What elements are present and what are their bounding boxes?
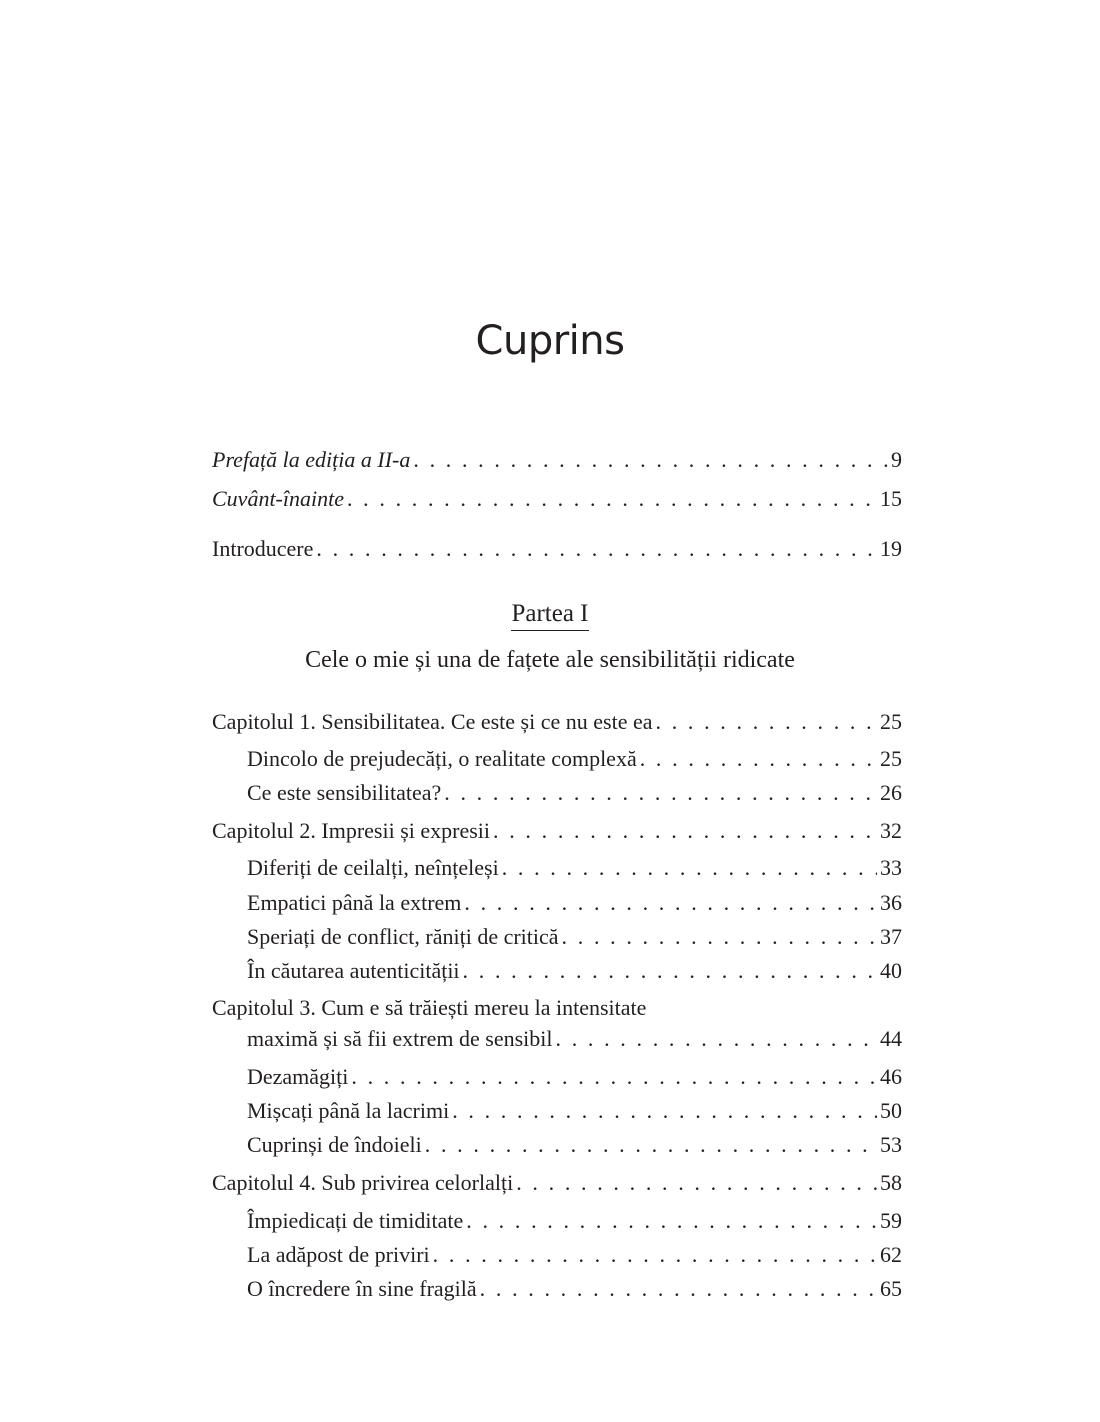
toc-entry-label: Cuvânt-înainte <box>212 486 344 511</box>
toc-section-page: 26 <box>880 780 902 805</box>
dot-leader <box>347 485 877 513</box>
toc-entry-foreword[interactable] <box>212 485 902 513</box>
toc-section-label: Ce este sensibilitatea? <box>247 780 442 805</box>
toc-chapter-4[interactable] <box>212 1169 902 1197</box>
dot-leader <box>656 708 878 736</box>
toc-section-label: Speriați de conflict, răniți de critică <box>247 924 559 949</box>
toc-chapter-label: maximă și să fii extrem de sensibil <box>247 1026 553 1051</box>
toc-chapter-3[interactable] <box>247 1025 902 1053</box>
toc-chapter-label: Capitolul 4. Sub privirea celorlalți <box>212 1170 514 1195</box>
toc-section[interactable] <box>247 1207 902 1235</box>
toc-section[interactable] <box>247 889 902 917</box>
toc-chapter-page: 58 <box>880 1170 902 1195</box>
toc-section-label: Empatici până la extrem <box>247 890 462 915</box>
dot-leader <box>464 889 877 917</box>
toc-section-label: În căutarea autenticității <box>247 958 460 983</box>
dot-leader <box>452 1097 877 1125</box>
toc-section-page: 40 <box>880 958 902 983</box>
toc-chapter-page: 44 <box>880 1026 902 1051</box>
toc-section-label: Dezamăgiți <box>247 1064 349 1089</box>
toc-section[interactable] <box>247 779 902 807</box>
toc-section-page: 65 <box>880 1276 902 1301</box>
dot-leader <box>463 957 877 985</box>
toc-entry-introduction[interactable] <box>212 535 902 563</box>
dot-leader <box>413 446 888 474</box>
toc-entry-page: 15 <box>880 486 902 511</box>
toc-section-page: 25 <box>880 746 902 771</box>
toc-section[interactable] <box>247 1241 902 1269</box>
toc-entry-label: Introducere <box>212 536 314 561</box>
toc-section[interactable] <box>247 745 902 773</box>
dot-leader <box>466 1207 877 1235</box>
toc-section-label: Dincolo de prejudecăți, o realitate complexă <box>247 746 637 771</box>
dot-leader <box>640 745 877 773</box>
toc-section[interactable] <box>247 1097 902 1125</box>
toc-section[interactable] <box>247 1063 902 1091</box>
toc-chapter-label: Capitolul 1. Sensibilitatea. Ce este și ce nu este ea <box>212 709 653 734</box>
dot-leader <box>502 854 877 882</box>
toc-chapter-1[interactable] <box>212 708 902 736</box>
toc-entry-page: 9 <box>891 447 902 472</box>
toc-chapter-page: 32 <box>880 818 902 843</box>
toc-section-label: Diferiți de ceilalți, neînțeleși <box>247 855 499 880</box>
dot-leader <box>480 1275 877 1303</box>
toc-entry-page: 19 <box>880 536 902 561</box>
toc-chapter-2[interactable] <box>212 817 902 845</box>
page-title: Cuprins <box>475 318 625 364</box>
toc-section[interactable] <box>247 957 902 985</box>
toc-section[interactable] <box>247 1131 902 1159</box>
toc-section-page: 46 <box>880 1064 902 1089</box>
toc-section-label: O încredere în sine fragilă <box>247 1276 477 1301</box>
toc-section-label: Împiedicați de timiditate <box>247 1208 464 1233</box>
toc-section[interactable] <box>247 1275 902 1303</box>
part-subtitle: Cele o mie și una de fațete ale sensibilității ridicate <box>305 647 795 673</box>
toc-entry-preface[interactable] <box>212 446 902 474</box>
toc-section-page: 37 <box>880 924 902 949</box>
dot-leader <box>425 1131 877 1159</box>
toc-section-page: 36 <box>880 890 902 915</box>
dot-leader <box>493 817 877 845</box>
toc-section-label: La adăpost de priviri <box>247 1242 430 1267</box>
toc-entry-label: Prefață la ediția a II-a <box>212 447 411 472</box>
toc-chapter-label: Capitolul 2. Impresii și expresii <box>212 818 491 843</box>
dot-leader <box>351 1063 877 1091</box>
dot-leader <box>516 1169 877 1197</box>
dot-leader <box>433 1241 877 1269</box>
toc-section-label: Mișcați până la lacrimi <box>247 1098 450 1123</box>
toc-section-page: 62 <box>880 1242 902 1267</box>
part-heading <box>0 600 1100 631</box>
toc-section-label: Cuprinși de îndoieli <box>247 1132 422 1157</box>
toc-section-page: 53 <box>880 1132 902 1157</box>
toc-chapter-3-line-1[interactable]: Capitolul 3. Cum e să trăiești mereu la intensitate <box>212 995 647 1020</box>
dot-leader <box>316 535 877 563</box>
toc-section-page: 50 <box>880 1098 902 1123</box>
toc-section[interactable] <box>247 923 902 951</box>
dot-leader <box>562 923 877 951</box>
toc-section-page: 33 <box>880 855 902 880</box>
dot-leader <box>556 1025 878 1053</box>
dot-leader <box>444 779 877 807</box>
toc-section[interactable] <box>247 854 902 882</box>
toc-chapter-page: 25 <box>880 709 902 734</box>
toc-section-page: 59 <box>880 1208 902 1233</box>
part-label: Partea I <box>511 600 588 631</box>
